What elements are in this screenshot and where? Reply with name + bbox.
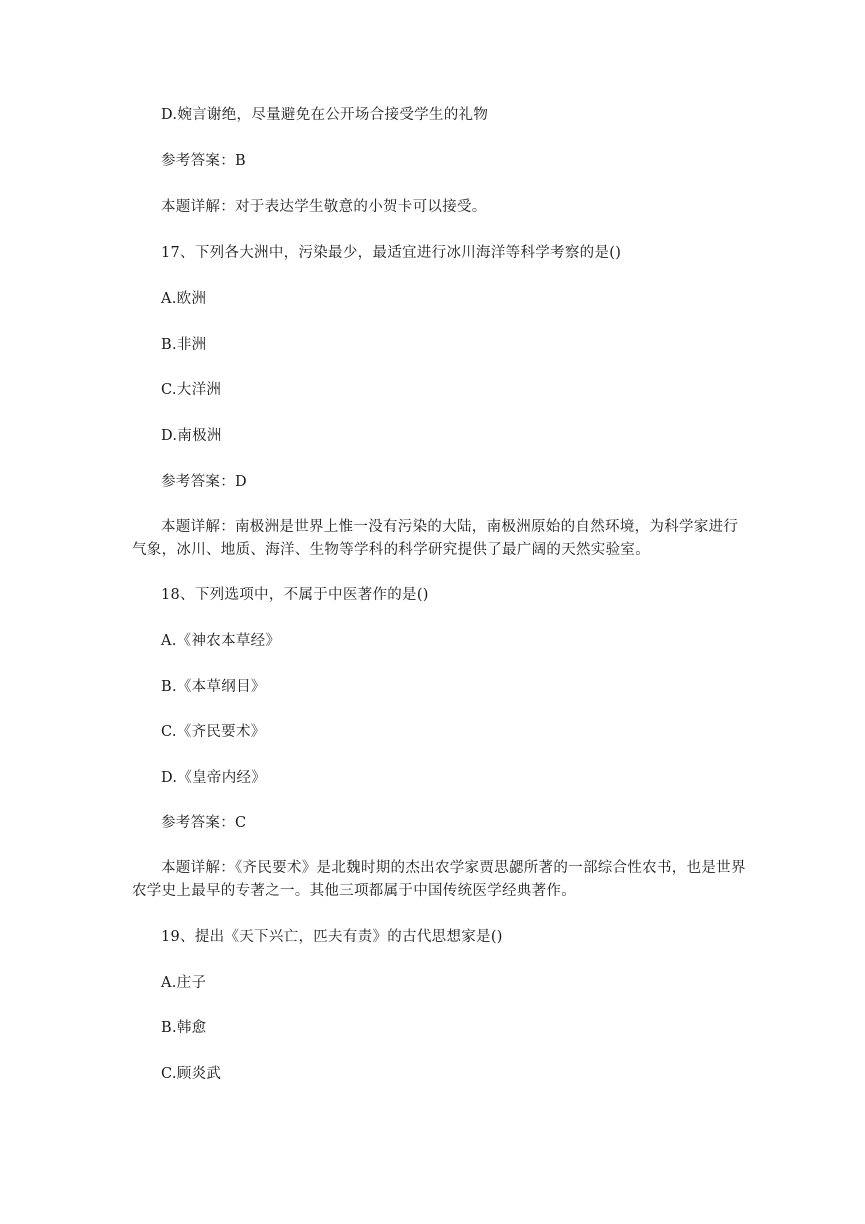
q17-option-d: D.南极洲 (161, 428, 222, 444)
q18-option-b: B.《本草纲目》 (161, 679, 266, 695)
q19-option-b: B.韩愈 (161, 1020, 207, 1036)
q18-option-a: A.《神农本草经》 (161, 633, 281, 649)
q18-option-c: C.《齐民要术》 (161, 724, 266, 740)
q16-option-d: D.婉言谢绝，尽量避免在公开场合接受学生的礼物 (161, 107, 489, 123)
q17-stem: 17、下列各大洲中，污染最少，最适宜进行冰川海洋等科学考察的是() (161, 245, 622, 261)
q18-answer: 参考答案：C (161, 815, 247, 831)
q17-explanation: 本题详解：南极洲是世界上惟一没有污染的大陆，南极洲原始的自然环境，为科学家进行气象，冰川、地质、海洋、生物等学科的科学研究提供了最广阔的天然实验室。 (132, 519, 739, 558)
q18-stem: 18、下列选项中，不属于中医著作的是() (161, 587, 429, 603)
q18-option-d: D.《皇帝内经》 (161, 770, 267, 786)
q16-explanation: 本题详解：对于表达学生敬意的小贺卡可以接受。 (161, 199, 487, 215)
q19-option-a: A.庄子 (161, 975, 207, 991)
q17-option-c: C.大洋洲 (161, 382, 222, 398)
q17-option-b: B.非洲 (161, 337, 207, 353)
q18-explanation: 本题详解：《齐民要术》是北魏时期的杰出农学家贾思勰所著的一部综合性农书，也是世界农学史上最早的专著之一。其他三项都属于中国传统医学经典著作。 (132, 860, 746, 899)
q17-answer: 参考答案：D (161, 474, 247, 490)
q17-option-a: A.欧洲 (161, 291, 207, 307)
q19-stem: 19、提出《天下兴亡，匹夫有责》的古代思想家是() (161, 929, 503, 945)
q19-option-c: C.顾炎武 (161, 1066, 222, 1082)
q16-answer: 参考答案：B (161, 153, 246, 169)
